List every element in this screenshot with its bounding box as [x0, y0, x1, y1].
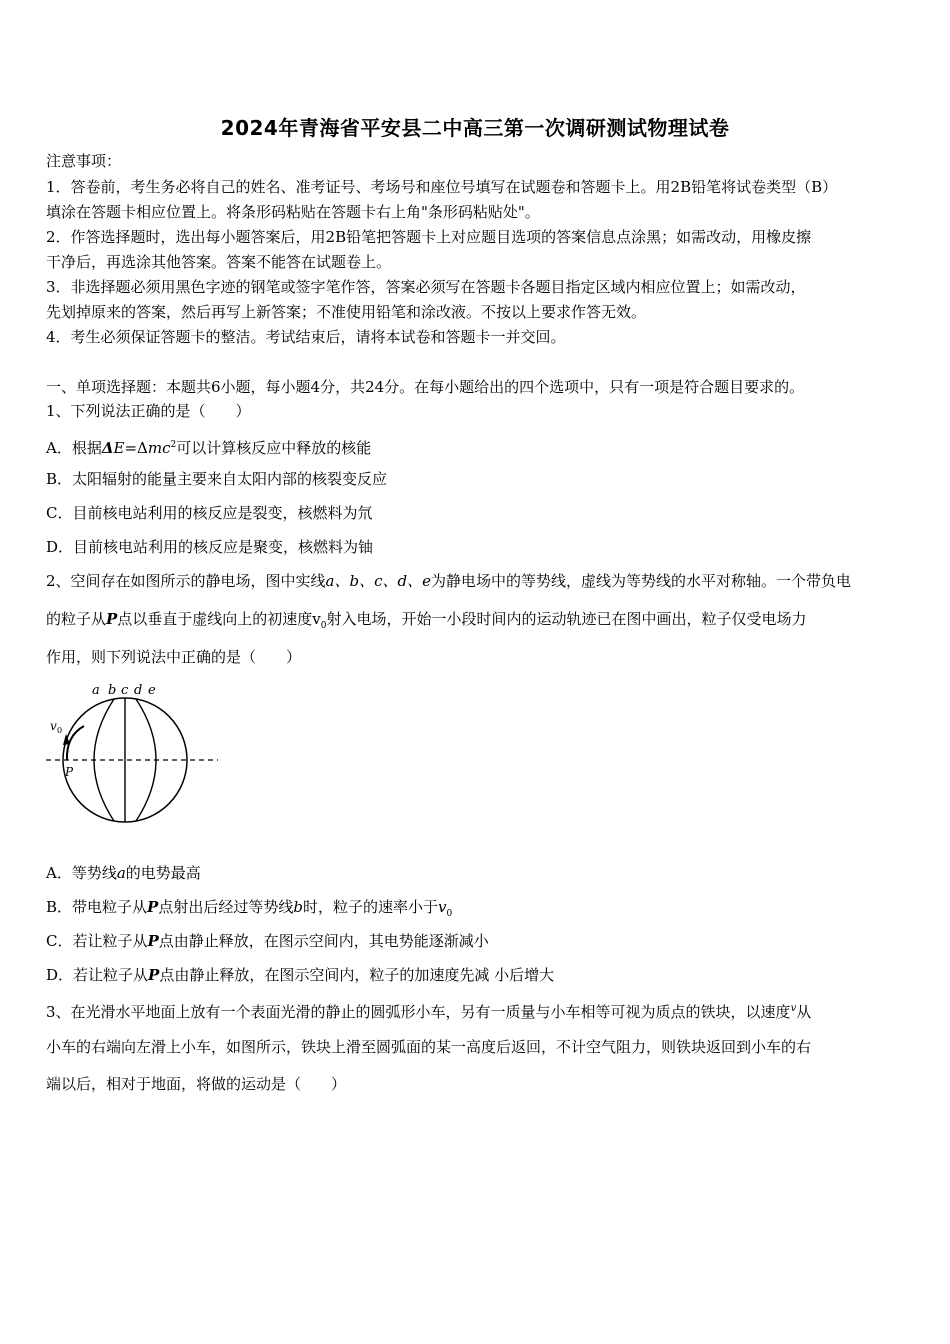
formula-equals: =Δ	[124, 439, 148, 457]
notice-line: 4．考生必须保证答题卡的整洁。考试结束后，请将本试卷和答题卡一并交回。	[46, 328, 566, 346]
stem-vars: a、b、c、d、e	[325, 572, 431, 590]
notice-line: 2．作答选择题时，选出每小题答案后，用2B铅笔把答题卡上对应题目选项的答案信息点涂黑；如需改动，用橡皮擦	[46, 228, 812, 246]
question-1-option-c[interactable]: C．目前核电站利用的核反应是裂变，核燃料为氘	[46, 504, 373, 522]
question-1-option-b[interactable]: B．太阳辐射的能量主要来自太阳内部的核裂变反应	[46, 470, 388, 488]
stem-text: 射入电场，开始一小段时间内的运动轨迹已在图中画出，粒子仅受电场力	[326, 610, 807, 628]
label-b: b	[108, 683, 117, 698]
option-text: 点射出后经过等势线	[158, 898, 294, 916]
question-3-stem-line	[46, 1000, 811, 1021]
option-subscript: 0	[446, 909, 453, 919]
stem-subscript: 0	[320, 621, 327, 631]
option-text: 的电势最高	[125, 864, 201, 882]
velocity-arrow-icon	[63, 734, 70, 745]
question-2-option-c[interactable]	[46, 932, 489, 950]
option-text: 点由静止释放，在图示空间内，粒子的加速度先减 小后增大	[159, 966, 555, 984]
notice-line: 3．非选择题必须用黑色字迹的钢笔或签字笔作答，答案必须写在答题卡各题目指定区域内相应位置上；如需改动，	[46, 278, 806, 296]
stem-text: 从	[796, 1003, 812, 1021]
section-heading: 一、单项选择题：本题共6小题，每小题4分，共24分。在每小题给出的四个选项中，只有一项是符合题目要求的。	[46, 378, 805, 396]
option-var: b	[293, 898, 303, 916]
label-d: d	[134, 683, 143, 698]
label-v0-sub: 0	[57, 726, 63, 735]
stem-text: 3、在光滑水平地面上放有一个表面光滑的静止的圆弧形小车，另有一质量与小车相等可视为质点的铁块，以速度	[46, 1003, 791, 1021]
label-p: P	[65, 765, 74, 779]
label-a: a	[92, 683, 100, 698]
option-var: a	[116, 864, 126, 882]
question-2-stem-line: 作用，则下列说法中正确的是（ ）	[46, 648, 302, 666]
option-var: v	[437, 898, 447, 916]
question-1-option-d[interactable]: D．目前核电站利用的核反应是聚变，核燃料为铀	[46, 538, 374, 556]
stem-text: 点以垂直于虚线向上的初速度v	[117, 610, 321, 628]
stem-var: v	[790, 1003, 797, 1014]
option-point-p: P	[147, 898, 159, 916]
option-point-p: P	[147, 932, 159, 950]
option-text: A．根据	[46, 439, 102, 457]
option-text: 时，粒子的速率小于	[302, 898, 438, 916]
question-2-option-a[interactable]	[46, 864, 201, 882]
question-2-option-b[interactable]	[46, 898, 452, 923]
equipotential-figure	[40, 680, 230, 825]
question-2-stem-line	[46, 610, 807, 635]
question-3-stem-line: 端以后，相对于地面，将做的运动是（ ）	[46, 1075, 347, 1093]
formula-exponent: 2	[170, 440, 177, 450]
label-e: e	[148, 683, 156, 698]
question-1-option-a[interactable]	[46, 436, 371, 457]
label-v0: v	[50, 719, 57, 733]
option-text: 点由静止释放，在图示空间内，其电势能逐渐减小	[158, 932, 489, 950]
stem-text: 2、空间存在如图所示的静电场，图中实线	[46, 572, 326, 590]
page-title: 2024年青海省平安县二中高三第一次调研测试物理试卷	[220, 116, 730, 140]
stem-text: 的粒子从	[46, 610, 107, 628]
question-2-option-d[interactable]	[46, 966, 554, 984]
notice-line: 先划掉原来的答案，然后再写上新答案；不准使用铅笔和涂改液。不按以上要求作答无效。	[46, 303, 647, 321]
option-text: C．若让粒子从	[46, 932, 148, 950]
formula-e: E	[113, 439, 125, 457]
option-text: D．若让粒子从	[46, 966, 149, 984]
question-1-stem: 1、下列说法正确的是（ ）	[46, 402, 251, 420]
option-point-p: P	[148, 966, 160, 984]
question-3-stem-line: 小车的右端向左滑上小车，如图所示，铁块上滑至圆弧面的某一高度后返回，不计空气阻力，则铁块返回到小车的右	[46, 1038, 812, 1056]
question-2-stem-line	[46, 572, 851, 590]
option-text: B．带电粒子从	[46, 898, 148, 916]
formula-mc: mc	[147, 439, 171, 457]
option-text: A．等势线	[46, 864, 117, 882]
notice-line: 填涂在答题卡相应位置上。将条形码粘贴在答题卡右上角"条形码粘贴处"。	[46, 203, 540, 221]
notice-heading: 注意事项：	[46, 152, 122, 170]
notice-line: 1．答卷前，考生务必将自己的姓名、准考证号、考场号和座位号填写在试题卷和答题卡上。用2B铅笔将试卷类型（B）	[46, 178, 838, 196]
formula-delta: Δ	[101, 439, 114, 457]
option-text: 可以计算核反应中释放的核能	[176, 439, 372, 457]
notice-line: 干净后，再选涂其他答案。答案不能答在试题卷上。	[46, 253, 392, 271]
label-c: c	[121, 683, 129, 698]
stem-point-p: P	[106, 610, 118, 628]
stem-text: 为静电场中的等势线，虚线为等势线的水平对称轴。一个带负电	[430, 572, 851, 590]
